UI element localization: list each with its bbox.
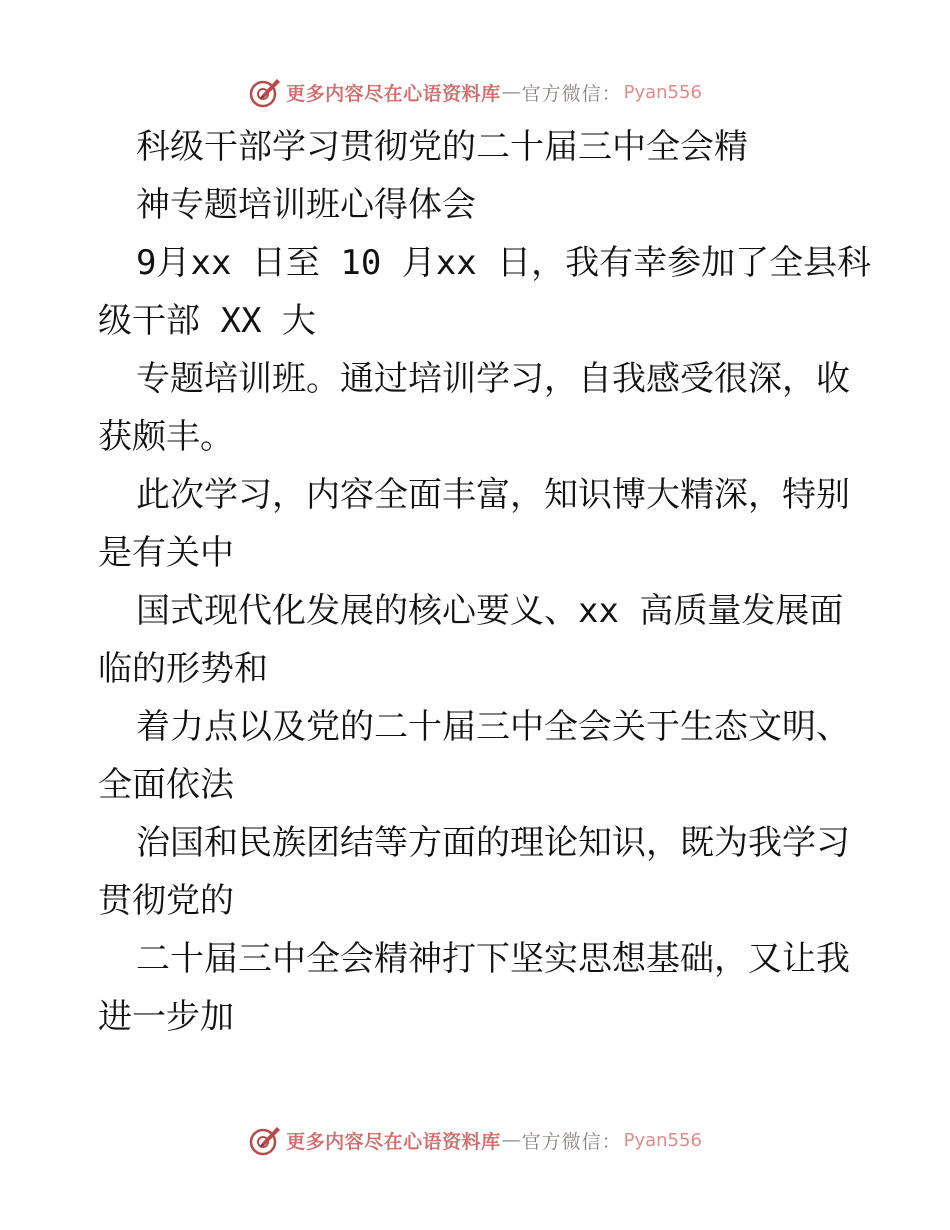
paragraph-line: 贯彻党的 (98, 881, 234, 921)
paragraph-line: 进一步加 (98, 997, 234, 1037)
footer-watermark-banner (0, 1120, 950, 1160)
banner-wechat-label: 官方微信： (521, 1130, 622, 1153)
paragraph-line: 国式现代化发展的核心要义、xx 高质量发展面 (136, 591, 844, 631)
paragraph-line: 全面依法 (98, 765, 234, 805)
banner-dash: — (501, 1129, 521, 1151)
paragraph-line: 获颇丰。 (98, 417, 234, 457)
banner-wechat-id: Pyan556 (623, 1129, 702, 1151)
paragraph-line: 临的形势和 (98, 649, 268, 689)
paragraph-line: 着力点以及党的二十届三中全会关于生态文明、 (136, 707, 850, 747)
paragraph-line: 9月xx 日至 10 月xx 日，我有幸参加了全县科 (136, 243, 872, 283)
banner-wechat-label: 官方微信： (521, 82, 622, 105)
banner-text: 更多内容尽在心语资料库 (286, 82, 501, 105)
banner-text: 更多内容尽在心语资料库 (286, 1130, 501, 1153)
pen-nib-logo-icon (248, 75, 282, 109)
paragraph-line: 是有关中 (98, 533, 234, 573)
title-line-1: 科级干部学习贯彻党的二十届三中全会精 (136, 127, 748, 167)
paragraph-line: 此次学习，内容全面丰富，知识博大精深，特别 (136, 475, 850, 515)
title-line-2: 神专题培训班心得体会 (136, 185, 476, 225)
paragraph-line: 级干部 XX 大 (98, 301, 316, 341)
document-body (98, 118, 898, 1046)
paragraph-line: 治国和民族团结等方面的理论知识，既为我学习 (136, 823, 850, 863)
banner-dash: — (501, 81, 521, 103)
header-watermark-banner (0, 72, 950, 112)
paragraph-line: 专题培训班。通过培训学习，自我感受很深，收 (136, 359, 850, 399)
pen-nib-logo-icon (248, 1123, 282, 1157)
banner-wechat-id: Pyan556 (623, 81, 702, 103)
paragraph-line: 二十届三中全会精神打下坚实思想基础，又让我 (136, 939, 850, 979)
